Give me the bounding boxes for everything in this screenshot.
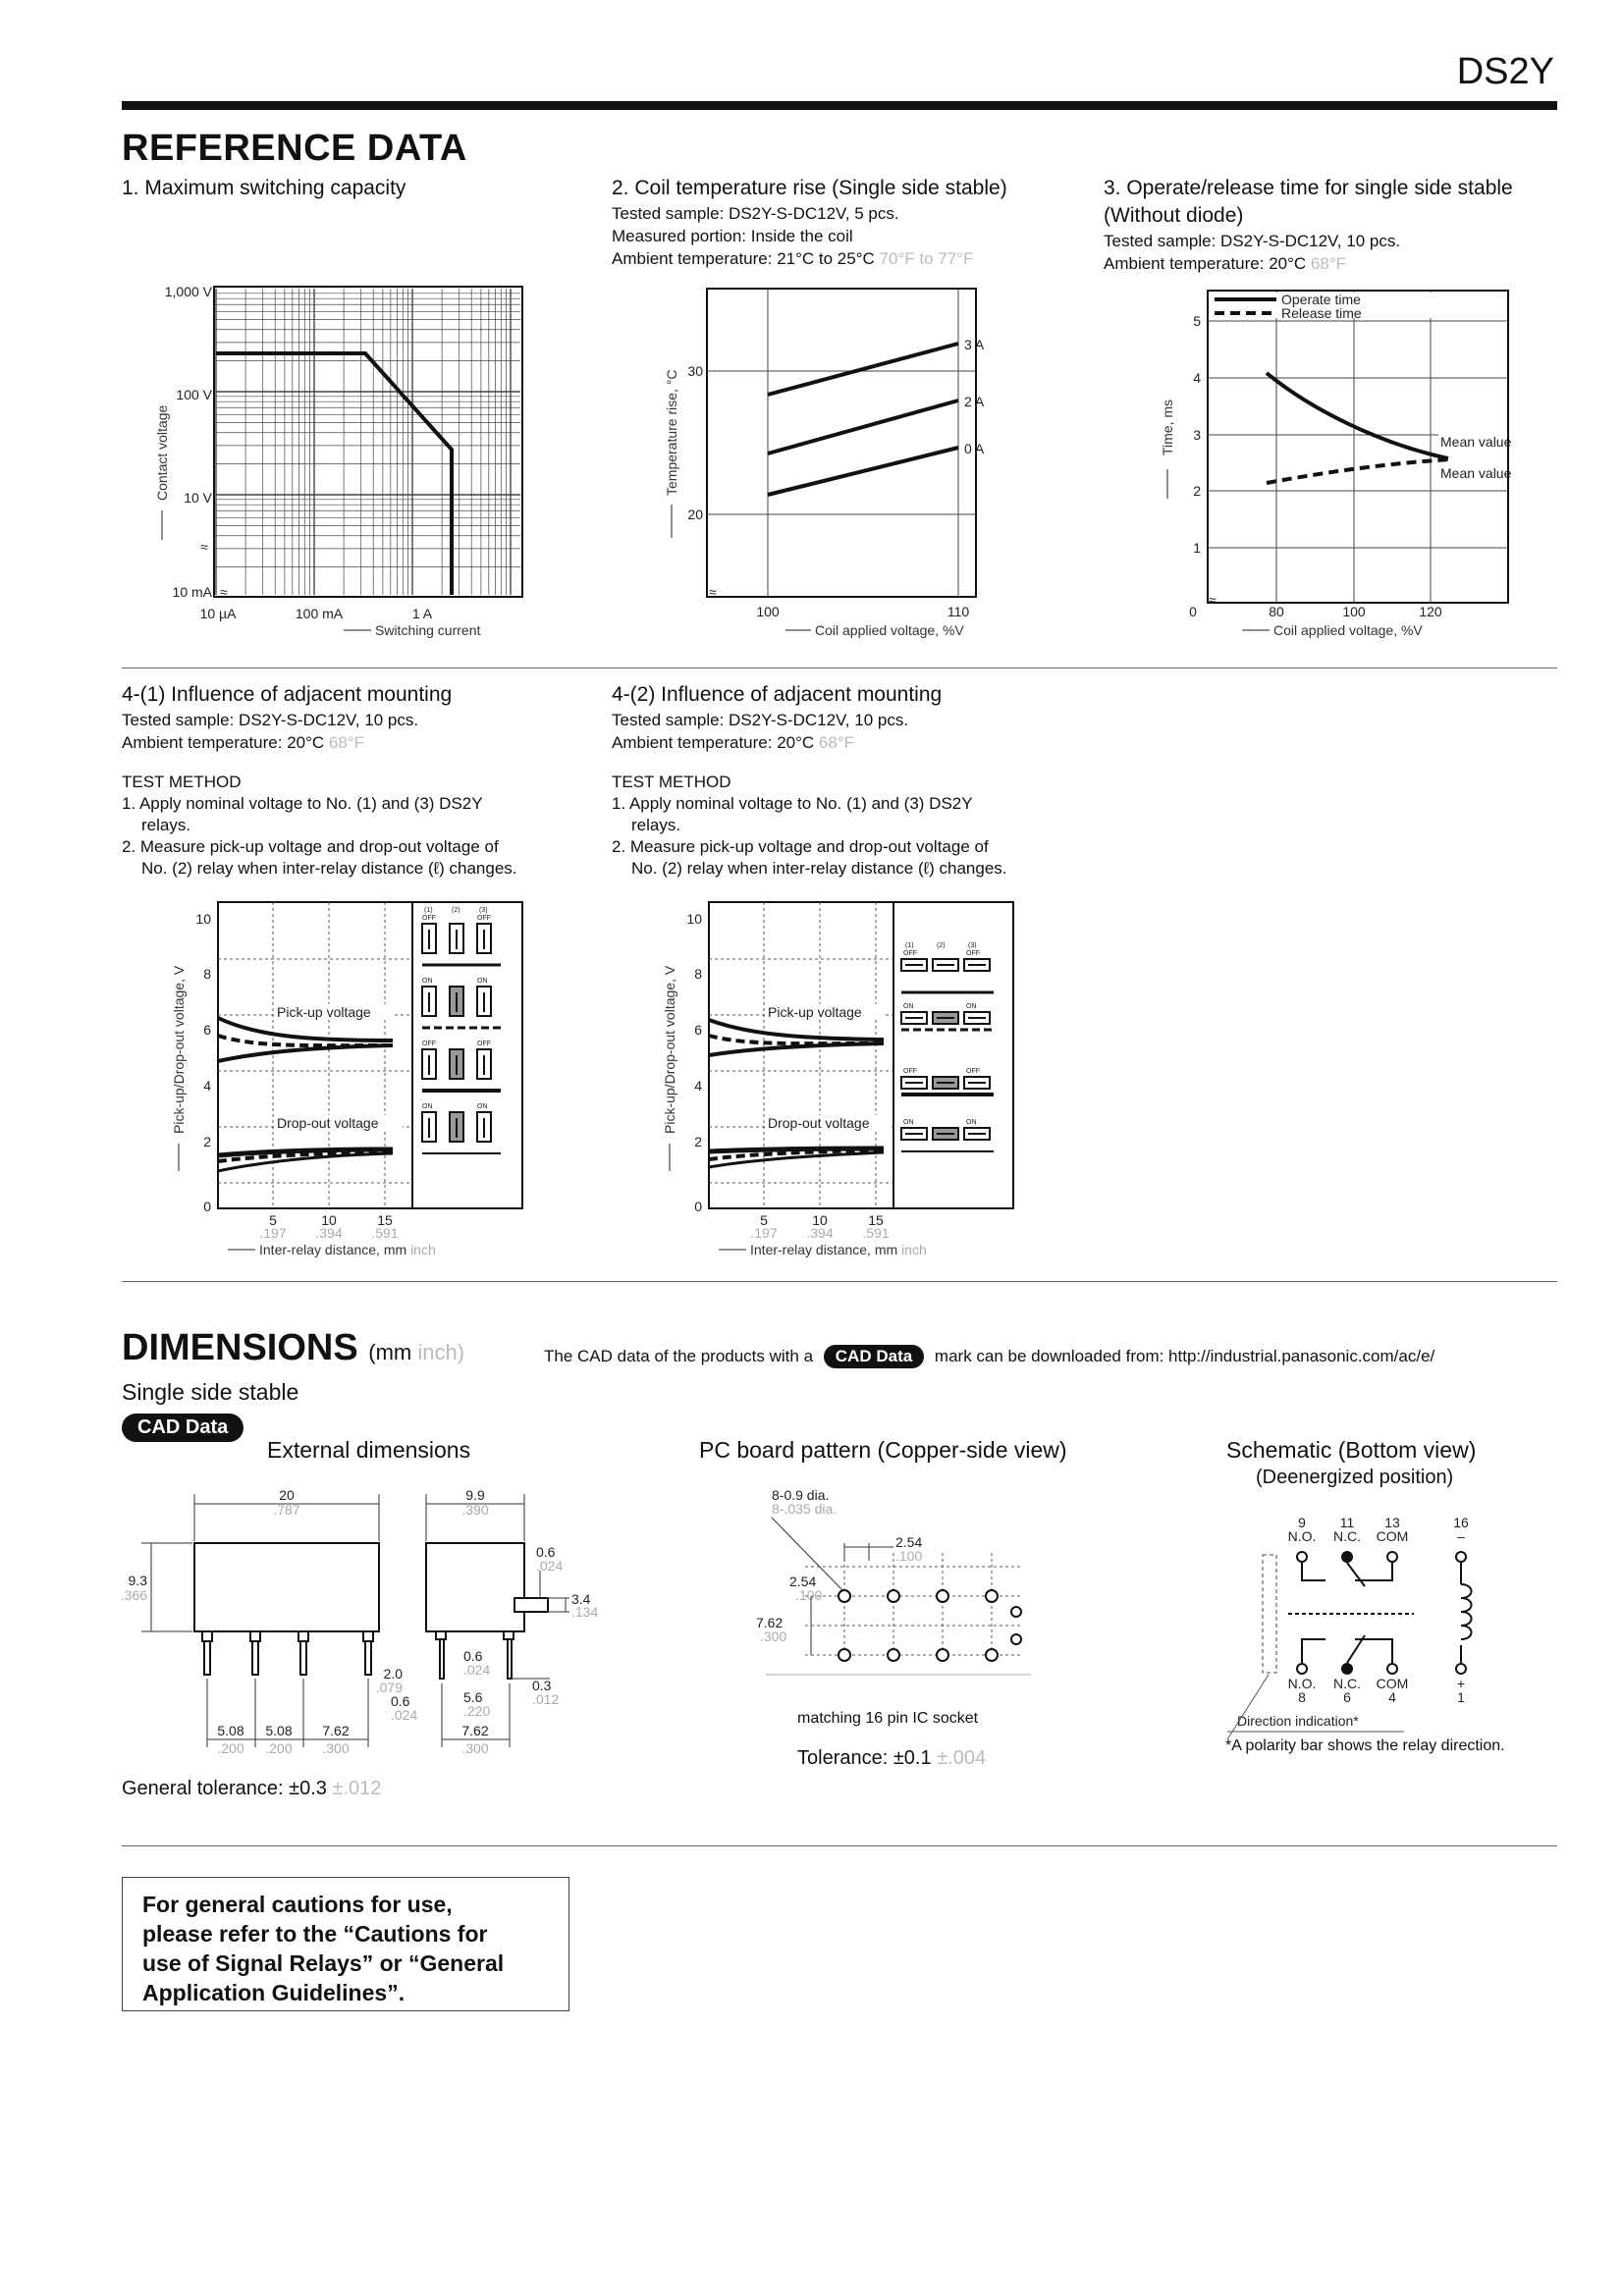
graph2-xlabel: Coil applied voltage, %V <box>815 622 964 638</box>
graph3-legend-operate: Operate time <box>1281 292 1361 307</box>
graph2-ylabel: Temperature rise, °C <box>664 369 679 496</box>
pin-4: 4 <box>1388 1689 1396 1705</box>
graph42-xtick-10: 10 <box>812 1212 828 1228</box>
dim-20: 20 <box>279 1487 295 1503</box>
graph42-relay-diagrams <box>901 942 994 1151</box>
pin-8-label: N.O. <box>1287 1676 1317 1691</box>
pcb-grid <box>805 1553 1021 1665</box>
graph41-ytick-2: 2 <box>203 1134 211 1149</box>
graph42-sub1: Tested sample: DS2Y-S-DC12V, 10 pcs. <box>612 711 909 729</box>
graph42-xtick-inch-2: .394 <box>806 1225 834 1241</box>
graph41-s3-off3: OFF <box>477 1041 491 1047</box>
caution-box <box>122 1877 569 2011</box>
graph2-sub3-imperial: 70°F to 77°F <box>879 249 974 268</box>
graph3-ytick-1: 1 <box>1193 540 1201 556</box>
dim-5-08-b: 5.08 <box>265 1723 293 1738</box>
graph42-ytick-0: 0 <box>694 1199 702 1214</box>
graph42-xtick-inch-1: .197 <box>750 1225 778 1241</box>
pin-16: 16 <box>1453 1515 1469 1530</box>
external-dimensions-drawing <box>120 1482 677 1767</box>
pin-13-label: COM <box>1376 1528 1409 1544</box>
graph2-line-3a <box>768 344 958 395</box>
graph41-pos3: (3) <box>479 907 488 914</box>
graph1-ytick-100v: 100 V <box>176 387 212 402</box>
graph3-sub2-metric: Ambient temperature: 20°C <box>1104 254 1307 273</box>
graph41-pickup-low <box>218 1045 393 1061</box>
pcb-pattern-title: PC board pattern (Copper-side view) <box>699 1437 1067 1463</box>
graph42-xtick-15: 15 <box>868 1212 884 1228</box>
pin-9: 9 <box>1298 1515 1306 1530</box>
graph42-pickup-max <box>709 1020 884 1040</box>
graph41-xtick-5: 5 <box>269 1212 277 1228</box>
graph1-capacity-line <box>216 353 452 595</box>
graph41-xtick-inch-3: .591 <box>371 1225 399 1241</box>
dimensions-unit-mm: (mm <box>368 1340 412 1364</box>
pin-13: 13 <box>1384 1515 1400 1530</box>
graph1-plot <box>137 275 550 648</box>
graph41-sub1: Tested sample: DS2Y-S-DC12V, 10 pcs. <box>122 711 419 729</box>
graph41-ytick-6: 6 <box>203 1022 211 1038</box>
graph2-sub1: Tested sample: DS2Y-S-DC12V, 5 pcs. <box>612 204 899 223</box>
graph42-xlabel-metric: Inter-relay distance, mm <box>750 1242 898 1257</box>
dim-9-9-inch: .390 <box>461 1502 489 1518</box>
dim-9-3-inch: .366 <box>120 1587 147 1603</box>
pin-4-label: COM <box>1376 1676 1409 1691</box>
dim-2-0-inch: .079 <box>375 1680 403 1695</box>
dim-0-3-inch: .012 <box>532 1691 560 1707</box>
graph42-test-l1: 1. Apply nominal voltage to No. (1) and (3) DS2Y <box>612 794 973 813</box>
dim-9-9: 9.9 <box>465 1487 485 1503</box>
graph3-release-curve <box>1267 459 1450 483</box>
caution-text <box>123 1878 568 2019</box>
external-dimensions-title: External dimensions <box>267 1437 471 1463</box>
graph41-ytick-0: 0 <box>203 1199 211 1214</box>
graph41-test-l2: 2. Measure pick-up voltage and drop-out voltage of <box>122 837 499 856</box>
pin-6-label: N.C. <box>1333 1676 1361 1691</box>
graph1-grid <box>216 289 520 595</box>
graph42-pos2: (2) <box>937 942 946 949</box>
graph3-mean-label-1: Mean value <box>1440 434 1512 450</box>
header-rule <box>122 101 1557 110</box>
graph1-ytick-1000v: 1,000 V <box>164 284 212 299</box>
graph41-s1-off3: OFF <box>477 915 491 922</box>
graph2-label-2a: 2 A <box>964 394 985 409</box>
graph3-ytick-2: 2 <box>1193 483 1201 499</box>
graph2-frame <box>707 289 976 597</box>
graph2-ytick-30: 30 <box>687 363 703 379</box>
graph42-ytick-6: 6 <box>694 1022 702 1038</box>
schematic-contacts <box>1288 1552 1472 1674</box>
pcb-dim-2-54-b-inch: .100 <box>795 1587 823 1603</box>
schematic-subtitle: (Deenergized position) <box>1256 1467 1454 1488</box>
dim-0-6-b: 0.6 <box>463 1648 483 1664</box>
pin-11: 11 <box>1339 1515 1355 1530</box>
graph1-xtick-10ua: 10 µA <box>199 606 237 621</box>
graph42-ytick-2: 2 <box>694 1134 702 1149</box>
graph41-ytick-8: 8 <box>203 966 211 982</box>
relay-front-pins <box>202 1631 373 1675</box>
graph42-test-l1b: relays. <box>631 816 681 834</box>
graph41-pos1: (1) <box>424 907 433 914</box>
graph42-ylabel: Pick-up/Drop-out voltage, V <box>662 965 677 1134</box>
caution-line-2: please refer to the “Cautions for <box>142 1921 488 1947</box>
graph1-break-x: ≈ <box>220 584 228 600</box>
graph3-ytick-4: 4 <box>1193 370 1201 386</box>
graph1-ytick-10ma: 10 mA <box>172 584 212 600</box>
cad-note-pre: The CAD data of the products with a <box>544 1347 814 1365</box>
relay-side-pins <box>436 1598 548 1679</box>
graph41-dropout-label: Drop-out voltage <box>277 1115 379 1131</box>
graph3-sub2 <box>1104 252 1513 275</box>
dim-5-6-inch: .220 <box>463 1703 491 1719</box>
graph41-pickup-label: Pick-up voltage <box>277 1004 371 1020</box>
graph2-xtick-110: 110 <box>947 604 970 619</box>
graph42-s4-on3: ON <box>966 1119 977 1126</box>
graph41-relay-diagrams <box>422 907 501 1153</box>
graph42-ytick-8: 8 <box>694 966 702 982</box>
dim-0-6-b-inch: .024 <box>463 1662 491 1678</box>
graph42-test-l2: 2. Measure pick-up voltage and drop-out voltage of <box>612 837 989 856</box>
graph41-test-l1b: relays. <box>141 816 191 834</box>
single-side-stable-label: Single side stable <box>122 1379 299 1405</box>
graph41-s2-on3: ON <box>477 978 488 985</box>
reference-data-title: REFERENCE DATA <box>122 128 467 169</box>
pcb-dim-7-62: 7.62 <box>756 1615 784 1630</box>
graph3-legend-release: Release time <box>1281 305 1362 321</box>
relay-side-body <box>426 1543 524 1631</box>
graph2-line-2a <box>768 400 958 454</box>
graph42-s2-on3: ON <box>966 1003 977 1010</box>
dimensions-title <box>122 1327 464 1369</box>
pcb-dim-2-54-a-inch: .100 <box>895 1548 923 1564</box>
side-dim-lines <box>426 1494 569 1747</box>
dim-5-08-a: 5.08 <box>217 1723 244 1738</box>
direction-leader <box>1227 1675 1269 1739</box>
graph2-label-3a: 3 A <box>964 337 985 352</box>
graph2-sub2: Measured portion: Inside the coil <box>612 227 853 245</box>
graph42-xlabel-imperial: inch <box>901 1242 927 1257</box>
graph3-xlabel: Coil applied voltage, %V <box>1273 622 1423 638</box>
graph41-test-l2b: No. (2) relay when inter-relay distance (ℓ) changes. <box>141 859 517 878</box>
graph42-test-l2b: No. (2) relay when inter-relay distance (ℓ) changes. <box>631 859 1007 878</box>
cad-note <box>544 1345 1434 1368</box>
pin-1: 1 <box>1457 1689 1465 1705</box>
graph42-plot <box>658 898 1031 1261</box>
graph2-break: ≈ <box>709 584 717 600</box>
graph41-xlabel-imperial: inch <box>410 1242 436 1257</box>
graph3-xtick-120: 120 <box>1419 604 1442 619</box>
graph3-mean-label-2: Mean value <box>1440 465 1512 481</box>
graph1-xtick-1a: 1 A <box>411 606 433 621</box>
graph1-xlabel: Switching current <box>375 622 481 638</box>
graph41-test-method-title: TEST METHOD <box>122 773 242 791</box>
dim-9-3: 9.3 <box>128 1573 147 1588</box>
graph2-sub3 <box>612 247 1007 270</box>
graph41-header <box>122 681 517 880</box>
graph41-xlabel <box>259 1242 436 1257</box>
pin-16-label: – <box>1457 1528 1465 1544</box>
graph3-xtick-0: 0 <box>1189 604 1197 619</box>
dim-5-08-a-inch: .200 <box>217 1740 244 1756</box>
graph42-ytick-10: 10 <box>686 911 702 927</box>
dim-7-62-b-inch: .300 <box>461 1740 489 1756</box>
graph42-title: 4-(2) Influence of adjacent mounting <box>612 683 943 706</box>
graph41-ytick-4: 4 <box>203 1078 211 1094</box>
graph41-test-l1: 1. Apply nominal voltage to No. (1) and (3) DS2Y <box>122 794 483 813</box>
dim-7-62-a-inch: .300 <box>322 1740 350 1756</box>
pin-11-label: N.C. <box>1333 1528 1361 1544</box>
front-dim-lines <box>141 1494 379 1747</box>
relay-front-body <box>194 1543 379 1631</box>
general-tolerance-imperial: ±.012 <box>332 1778 382 1799</box>
dim-7-62-b: 7.62 <box>461 1723 489 1738</box>
section-rule-1 <box>122 667 1557 668</box>
cad-note-link[interactable]: mark can be downloaded from: http://industrial.panasonic.com/ac/e/ <box>934 1347 1435 1365</box>
pcb-dia-inch: 8-.035 dia. <box>772 1501 838 1517</box>
graph2-plot <box>648 285 1041 648</box>
graph41-s2-on1: ON <box>422 978 433 985</box>
dim-0-6-a-inch: .024 <box>536 1558 564 1574</box>
general-tolerance-metric: General tolerance: ±0.3 <box>122 1778 327 1799</box>
graph2-line-0a <box>768 448 958 495</box>
graph1-ytick-10v: 10 V <box>184 490 212 506</box>
graph2-header <box>612 175 1007 270</box>
graph42-sub2-metric: Ambient temperature: 20°C <box>612 733 815 752</box>
graph42-pickup-low <box>709 1043 884 1055</box>
graph3-ylabel: Time, ms <box>1160 399 1175 455</box>
dim-3-4-inch: .134 <box>571 1604 599 1620</box>
graph41-s1-off1: OFF <box>422 915 436 922</box>
graph41-sub2 <box>122 731 517 754</box>
graph41-s3-off1: OFF <box>422 1041 436 1047</box>
pcb-dim-2-54-b: 2.54 <box>789 1574 817 1589</box>
graph42-sub2-imperial: 68°F <box>818 733 855 752</box>
graph41-title: 4-(1) Influence of adjacent mounting <box>122 683 453 706</box>
general-tolerance <box>122 1778 381 1800</box>
dim-5-08-b-inch: .200 <box>265 1740 293 1756</box>
graph41-pickup-max <box>218 1018 393 1041</box>
graph41-xtick-inch-1: .197 <box>259 1225 287 1241</box>
graph3-sub2-imperial: 68°F <box>1310 254 1347 273</box>
graph2-ytick-20: 20 <box>687 507 703 522</box>
graph1-break-y: ≈ <box>200 539 208 555</box>
graph42-test-method-title: TEST METHOD <box>612 773 731 791</box>
dim-20-inch: .787 <box>273 1502 300 1518</box>
graph2-label-0a: 0 A <box>964 441 985 456</box>
graph3-operate-curve <box>1267 373 1448 458</box>
dim-2-0: 2.0 <box>383 1666 403 1682</box>
dim-0-6-c-inch: .024 <box>391 1707 418 1723</box>
graph41-xtick-10: 10 <box>321 1212 337 1228</box>
graph2-title: 2. Coil temperature rise (Single side stable) <box>612 177 1007 199</box>
graph3-xtick-80: 80 <box>1269 604 1284 619</box>
pcb-tolerance-metric: Tolerance: ±0.1 <box>797 1747 932 1769</box>
graph3-title2: (Without diode) <box>1104 204 1244 227</box>
graph41-s4-on1: ON <box>422 1103 433 1110</box>
graph41-ylabel: Pick-up/Drop-out voltage, V <box>171 965 187 1134</box>
polarity-note: *A polarity bar shows the relay direction. <box>1225 1737 1505 1754</box>
dim-3-4: 3.4 <box>571 1591 591 1607</box>
graph42-s4-on1: ON <box>903 1119 914 1126</box>
graph41-plot <box>167 898 540 1261</box>
product-name: DS2Y <box>1456 51 1554 92</box>
graph3-xtick-100: 100 <box>1342 604 1366 619</box>
pin-1-label: + <box>1456 1676 1466 1691</box>
caution-line-3: use of Signal Relays” or “General <box>142 1950 505 1976</box>
graph42-dropout-label: Drop-out voltage <box>768 1115 870 1131</box>
graph3-plot <box>1154 287 1546 648</box>
direction-indication: Direction indication* <box>1237 1713 1359 1729</box>
graph42-xtick-inch-3: .591 <box>862 1225 890 1241</box>
graph42-pickup-label: Pick-up voltage <box>768 1004 862 1020</box>
section-rule-3 <box>122 1845 1557 1846</box>
pcb-tolerance <box>797 1747 986 1770</box>
section-rule-2 <box>122 1281 1557 1282</box>
pcb-tolerance-imperial: ±.004 <box>937 1747 987 1769</box>
graph1-ylabel: Contact voltage <box>154 404 170 501</box>
caution-line-4: Application Guidelines”. <box>142 1980 406 2005</box>
graph42-pos3: (3) <box>968 942 977 949</box>
matching-socket-note: matching 16 pin IC socket <box>797 1710 979 1727</box>
dimensions-title-text: DIMENSIONS <box>122 1327 358 1368</box>
pcb-dim-7-62-inch: .300 <box>760 1629 787 1644</box>
schematic-drawing <box>1208 1512 1542 1747</box>
graph41-sub2-imperial: 68°F <box>328 733 365 752</box>
dimensions-unit <box>368 1340 464 1364</box>
graph3-break: ≈ <box>1209 592 1217 608</box>
dim-5-6: 5.6 <box>463 1689 483 1705</box>
graph1-xtick-100ma: 100 mA <box>295 606 344 621</box>
graph3-ytick-5: 5 <box>1193 313 1201 329</box>
graph42-sub2 <box>612 731 1007 754</box>
graph42-xtick-5: 5 <box>760 1212 768 1228</box>
graph41-xtick-15: 15 <box>377 1212 393 1228</box>
pin-8: 8 <box>1298 1689 1306 1705</box>
graph3-ytick-3: 3 <box>1193 427 1201 443</box>
graph42-s1-off1: OFF <box>903 950 917 957</box>
graph3-header <box>1104 175 1513 275</box>
graph3-title: 3. Operate/release time for single side stable <box>1104 177 1513 199</box>
caution-line-1: For general cautions for use, <box>142 1892 453 1917</box>
pcb-dim-2-54-a: 2.54 <box>895 1534 923 1550</box>
cad-data-badge-inline: CAD Data <box>824 1345 924 1368</box>
graph1-frame <box>214 287 522 597</box>
graph41-ytick-10: 10 <box>195 911 211 927</box>
graph42-s1-off3: OFF <box>966 950 980 957</box>
graph41-s4-on3: ON <box>477 1103 488 1110</box>
dimensions-unit-inch: inch) <box>417 1340 465 1364</box>
dim-0-6-a: 0.6 <box>536 1544 556 1560</box>
cad-data-badge[interactable]: CAD Data <box>122 1414 243 1442</box>
pin-6: 6 <box>1343 1689 1351 1705</box>
graph2-xtick-100: 100 <box>756 604 780 619</box>
graph3-sub1: Tested sample: DS2Y-S-DC12V, 10 pcs. <box>1104 232 1401 250</box>
polarity-bar <box>1263 1555 1276 1673</box>
pin-9-label: N.O. <box>1287 1528 1317 1544</box>
pcb-pattern-drawing <box>746 1482 1080 1737</box>
graph41-pos2: (2) <box>452 907 460 914</box>
pcb-dia: 8-0.9 dia. <box>772 1487 830 1503</box>
graph42-header <box>612 681 1007 880</box>
graph2-sub3-metric: Ambient temperature: 21°C to 25°C <box>612 249 875 268</box>
schematic-title: Schematic (Bottom view) <box>1226 1437 1477 1463</box>
dim-0-3: 0.3 <box>532 1678 552 1693</box>
graph41-xlabel-metric: Inter-relay distance, mm <box>259 1242 407 1257</box>
dim-7-62-a: 7.62 <box>322 1723 350 1738</box>
graph42-xlabel <box>750 1242 927 1257</box>
graph42-s3-off3: OFF <box>966 1068 980 1075</box>
dim-0-6-c: 0.6 <box>391 1693 410 1709</box>
graph41-sub2-metric: Ambient temperature: 20°C <box>122 733 325 752</box>
graph42-s2-on1: ON <box>903 1003 914 1010</box>
graph42-s3-off1: OFF <box>903 1068 917 1075</box>
graph42-ytick-4: 4 <box>694 1078 702 1094</box>
graph42-pos1: (1) <box>905 942 914 949</box>
graph1-title: 1. Maximum switching capacity <box>122 177 406 199</box>
graph41-xtick-inch-2: .394 <box>315 1225 343 1241</box>
